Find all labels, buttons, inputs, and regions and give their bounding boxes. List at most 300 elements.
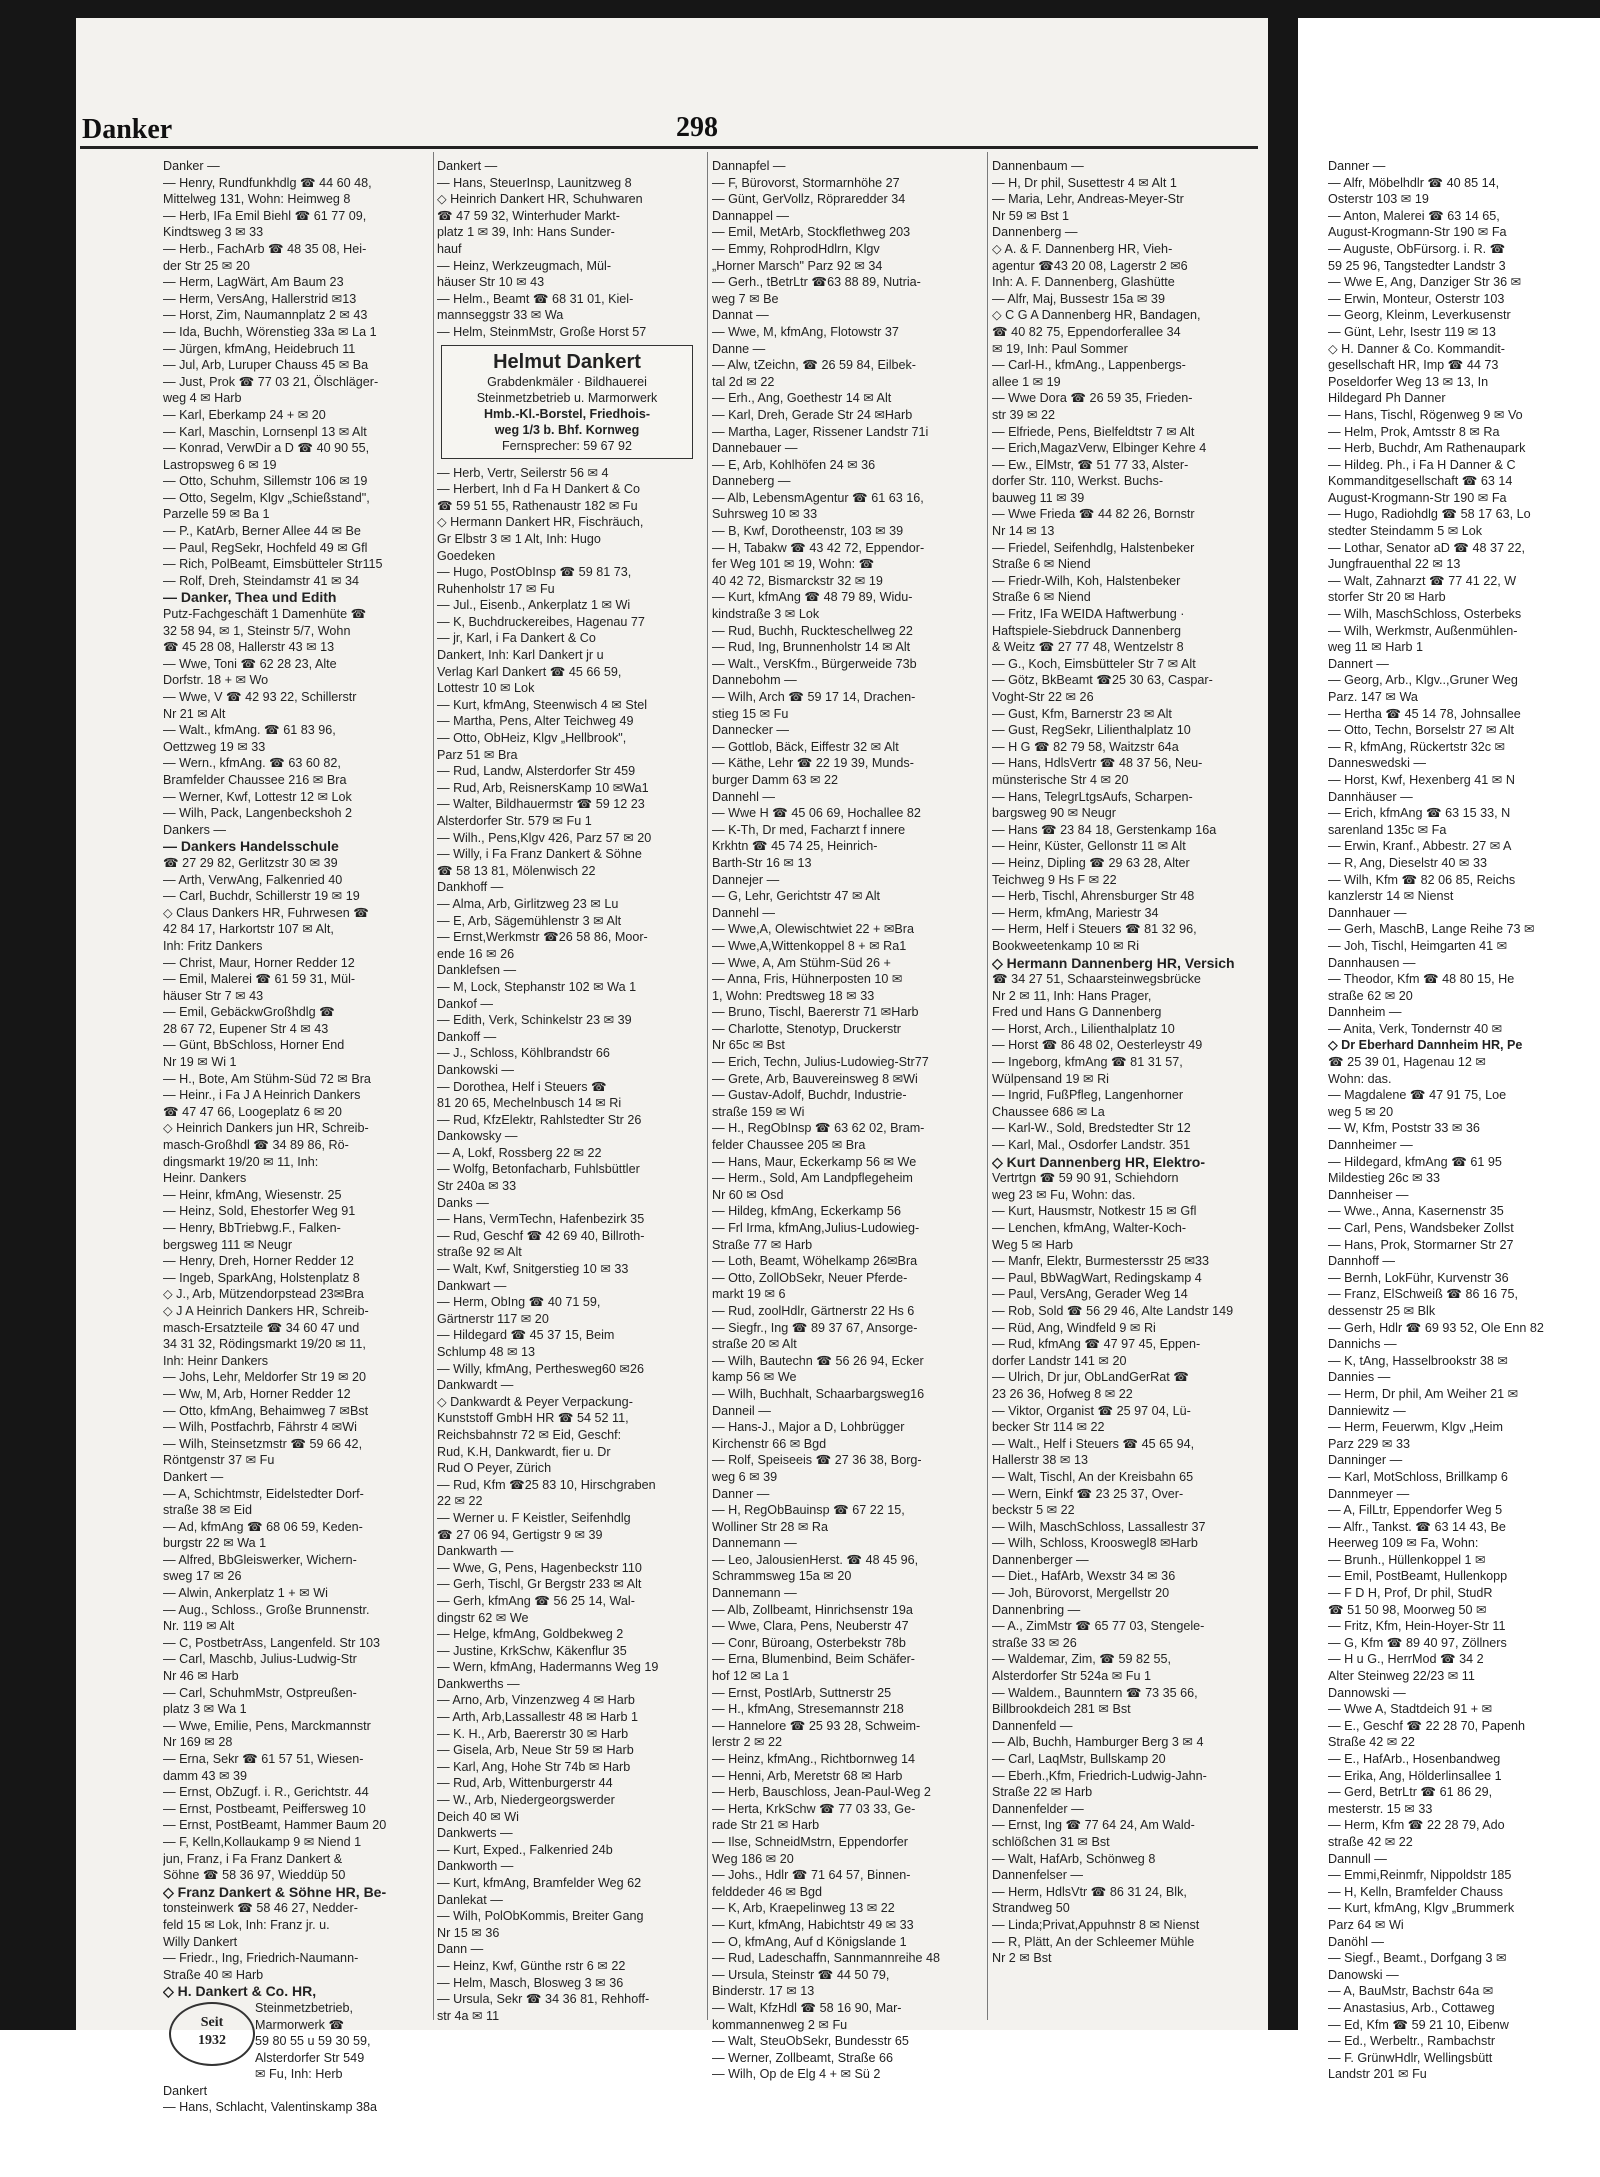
directory-column-2 [437,158,697,2024]
directory-entry: — H G ☎ 82 79 58, Waitzstr 64a [992,739,1179,754]
directory-entry: — Henry, Rundfunkhdlg ☎ 44 60 48, [163,175,372,190]
directory-entry: Danne — [712,341,766,356]
directory-entry: Hildegard Ph Danner [1328,391,1446,406]
directory-entry: — Carl, LaqMstr, Bullskamp 20 [992,1752,1166,1766]
advertisement-line: weg 1/3 b. Bhf. Kornweg [494,422,640,437]
directory-entry: Nr 19 ✉ Wi 1 [163,1055,237,1070]
page-surname-header: Danker [82,114,173,145]
directory-entry: ende 16 ✉ 26 [437,946,515,961]
directory-entry: — Dankers Handelsschule [163,838,339,855]
directory-entry: Dannhäuser — [1328,789,1413,804]
directory-entry: Straße 77 ✉ Harb [712,1237,813,1252]
directory-entry: — Wilh, Werkmstr, Außenmühlen- [1328,623,1518,638]
directory-entry: Danner — [712,1486,770,1501]
directory-entry: Dankers — [163,822,226,837]
directory-entry: Inh: Heinr Dankers [163,1353,268,1368]
directory-entry: Str 240a ✉ 33 [437,1179,517,1194]
directory-entry: — Hildegard ☎ 45 37 15, Beim [437,1328,615,1343]
directory-entry: Danneswedski — [1328,756,1426,771]
directory-entry: Dannenberg — [992,225,1078,240]
directory-entry: Dankert [163,2083,208,2098]
directory-entry: — Anton, Malerei ☎ 63 14 65, [1328,208,1500,223]
directory-entry: — Elfriede, Pens, Bielfeldtstr 7 ✉ Alt [992,424,1195,439]
directory-entry: 1, Wohn: Predtsweg 18 ✉ 33 [712,988,875,1003]
directory-entry: Dankworth — [437,1859,514,1874]
directory-entry: Rud O Peyer, Zürich [437,1461,552,1476]
directory-entry: der Str 25 ✉ 20 [163,258,250,273]
directory-entry: — Horst, Arch., Lilienthalplatz 10 [992,1021,1175,1036]
directory-entry: — Alb, Buchh, Hamburger Berg 3 ✉ 4 [992,1735,1204,1750]
directory-entry: ☎ 25 39 01, Hagenau 12 ✉ [1328,1055,1486,1070]
directory-entry: — Hans, Tischl, Rögenweg 9 ✉ Vo [1328,407,1523,422]
directory-entry: Dannemann — [712,1586,797,1601]
directory-entry: Gärtnerstr 117 ✉ 20 [437,1311,549,1326]
directory-entry: — Erna, Blumenbind, Beim Schäfer- [712,1652,915,1667]
directory-entry: — Alma, Arb, Girlitzweg 23 ✉ Lu [437,896,619,911]
directory-entry: Nr 2 ✉ 11, Inh: Hans Prager, [992,988,1152,1003]
directory-entry: — Wwe, V ☎ 42 93 22, Schillerstr [163,690,357,704]
directory-entry: Danker — [163,159,220,173]
directory-entry: allee 1 ✉ 19 [992,374,1061,389]
directory-entry: Hallerstr 38 ✉ 13 [992,1453,1088,1468]
directory-entry: — Bernh, LokFühr, Kurvenstr 36 [1328,1270,1509,1285]
directory-entry: — Dorothea, Helf i Steuers ☎ [437,1079,607,1094]
directory-entry: Wohn: das. [1328,1071,1392,1086]
directory-entry: Danöhl — [1328,1934,1385,1949]
directory-entry: — Alwin, Ankerplatz 1 + ✉ Wi [163,1586,328,1601]
directory-entry: — Heinr, Küster, Gellonstr 11 ✉ Alt [992,839,1186,854]
directory-entry: feld 15 ✉ Lok, Inh: Franz jr. u. [163,1917,330,1932]
directory-entry: — Wwe, Emilie, Pens, Marckmannstr [163,1718,371,1733]
directory-entry: — E, Arb, Kohlhöfen 24 ✉ 36 [712,457,876,472]
directory-entry: — Arth, VerwAng, Falkenried 40 [163,872,343,887]
directory-entry: kindstraße 3 ✉ Lok [712,607,820,622]
directory-entry: Dannapfel — [712,159,786,173]
directory-entry: — R, Ang, Dieselstr 40 ✉ 33 [1328,855,1487,870]
directory-entry: — Alb, Zollbeamt, Hinrichsenstr 19a [712,1602,913,1617]
directory-entry: Danneil — [712,1403,771,1418]
directory-column-1 [163,158,423,2116]
directory-entry: ☎ 51 50 98, Moorweg 50 ✉ [1328,1602,1487,1617]
directory-entry: Weg 5 ✉ Harb [992,1237,1074,1252]
directory-entry: — Wilh, Arch ☎ 59 17 14, Drachen- [712,690,916,704]
directory-entry: — Joh, Tischl, Heimgarten 41 ✉ [1328,938,1508,953]
directory-entry: Parzelle 59 ✉ Ba 1 [163,507,270,522]
directory-entry: Willy Dankert [163,1934,238,1949]
directory-entry: — Horst, Kwf, Hexenberg 41 ✉ N [1328,772,1515,787]
directory-entry: — Hans-J., Major a D, Lohbrügger [712,1420,905,1435]
directory-entry: Dankwardt — [437,1378,514,1393]
directory-entry: Osterstr 103 ✉ 19 [1328,192,1429,207]
directory-entry: — Hildeg. Ph., i Fa H Danner & C [1328,457,1516,472]
directory-entry: — H., kfmAng, Stresemannstr 218 [712,1702,904,1717]
directory-entry: — Karl, Maschin, Lornsenpl 13 ✉ Alt [163,424,367,439]
directory-entry: Poseldorfer Weg 13 ✉ 13, In [1328,374,1489,389]
directory-entry: — Martha, Lager, Rissener Landstr 71i [712,424,929,439]
directory-entry: Parz 64 ✉ Wi [1328,1917,1404,1932]
directory-entry: — Ingeborg, kfmAng ☎ 81 31 57, [992,1055,1183,1070]
directory-entry: — Aug., Schloss., Große Brunnenstr. [163,1602,370,1617]
directory-entry: — Fritz, IFa WEIDA Haftwerbung · [992,607,1185,622]
directory-entry: — Wwe, Clara, Pens, Neuberstr 47 [712,1619,909,1634]
directory-entry: — Wwe, M, kfmAng, Flotowstr 37 [712,324,899,339]
directory-entry: Straße 6 ✉ Niend [992,590,1091,605]
directory-entry: — Wilh, PolObKommis, Breiter Gang [437,1909,644,1924]
directory-entry: jun, Franz, i Fa Franz Dankert & [163,1851,343,1866]
directory-entry: — Paul, BbWagWart, Redingskamp 4 [992,1270,1202,1285]
directory-entry: — K, Arb, Kraepelinweg 13 ✉ 22 [712,1901,895,1916]
directory-entry: — Rud, Landw, Alsterdorfer Str 459 [437,764,636,779]
directory-entry: — Ernst, PostlArb, Suttnerstr 25 [712,1685,892,1700]
directory-entry: — W., Arb, Niedergeorgswerder [437,1793,615,1808]
directory-entry: — Jul, Arb, Luruper Chauss 45 ✉ Ba [163,358,369,373]
directory-entry: — Hans, Maur, Eckerkamp 56 ✉ We [712,1154,917,1169]
directory-entry: stieg 15 ✉ Fu [712,706,789,721]
directory-entry: — Herm, Feuerwm, Klgv „Heim [1328,1420,1503,1435]
directory-entry: — A, Lokf, Rossberg 22 ✉ 22 [437,1145,602,1160]
directory-entry: — Werner, Zollbeamt, Straße 66 [712,2050,894,2065]
directory-entry: — Ernst, PostBeamt, Hammer Baum 20 [163,1818,387,1833]
directory-entry: ✉ Fu, Inh: Herb [255,2067,343,2082]
directory-entry: 23 26 36, Hofweg 8 ✉ 22 [992,1386,1133,1401]
directory-entry: — Herb, Bauschloss, Jean-Paul-Weg 2 [712,1785,931,1800]
directory-entry: — Hildeg, kfmAng, Eckerkamp 56 [712,1204,901,1219]
directory-entry: burgstr 22 ✉ Wa 1 [163,1536,267,1551]
directory-entry: — Herb, Buchdr, Am Rathenaupark [1328,441,1526,456]
directory-entry: Söhne ☎ 58 36 97, Wieddüp 50 [163,1868,346,1883]
directory-entry: — Hans ☎ 23 84 18, Gerstenkamp 16a [992,822,1217,837]
directory-entry: — Herm, ObIng ☎ 40 71 59, [437,1295,601,1310]
directory-entry: sweg 17 ✉ 26 [163,1569,242,1584]
directory-entry: hauf [437,241,462,256]
directory-entry: schlößchen 31 ✉ Bst [992,1834,1110,1849]
directory-entry: — K-Th, Dr med, Facharzt f innere [712,822,906,837]
directory-entry: — Rud, zoolHdlr, Gärtnerstr 22 Hs 6 [712,1303,915,1318]
directory-entry: — Hildegard, kfmAng ☎ 61 95 [1328,1154,1502,1169]
directory-entry: Dann — [437,1942,484,1957]
directory-entry: kamp 56 ✉ We [712,1370,797,1385]
directory-entry: — Henry, Dreh, Horner Redder 12 [163,1254,354,1269]
directory-entry: — Loth, Beamt, Wöhelkamp 26✉Bra [712,1254,918,1269]
directory-entry: 40 42 72, Bismarckstr 32 ✉ 19 [712,573,883,588]
directory-entry: — Wwe,A,Wittenkoppel 8 + ✉ Ra1 [712,938,907,953]
directory-entry: Dannenberger — [992,1552,1089,1567]
directory-entry: — Emmi,Reinmfr, Nippoldstr 185 [1328,1868,1512,1883]
scan-gutter [1268,0,1298,2177]
directory-entry: — Werner u. F Keistler, Seifenhdlg [437,1510,631,1525]
directory-entry: tal 2d ✉ 22 [712,374,775,389]
directory-entry: — Hans, TelegrLtgsAufs, Scharpen- [992,789,1193,804]
directory-entry: — Frl Irma, kfmAng,Julius-Ludowieg- [712,1221,920,1235]
directory-entry: — Brunh., Hüllenkoppel 1 ✉ [1328,1552,1486,1567]
directory-entry: Danklefsen — [437,963,517,978]
directory-entry: Dannhausen — [1328,955,1416,970]
directory-entry: bauweg 11 ✉ 39 [992,490,1085,505]
directory-entry: dorfer Str. 110, Werkst. Buchs- [992,474,1164,489]
directory-entry: Dannappel — [712,208,790,223]
column-divider [987,152,988,2020]
directory-entry: Dannecker — [712,723,789,738]
directory-entry: — Walt., Helf i Steuers ☎ 45 65 94, [992,1436,1195,1451]
directory-entry: — Heinz, Dipling ☎ 29 63 28, Alter [992,855,1190,870]
directory-entry: weg 6 ✉ 39 [712,1469,778,1484]
directory-entry: — Wolfg, Betonfacharb, Fuhlsbüttler [437,1162,640,1177]
directory-entry: — H, Dr phil, Susettestr 4 ✉ Alt 1 [992,175,1177,190]
directory-entry: — Alfred, BbGleiswerker, Wichern- [163,1552,357,1567]
company-seal-emblem [169,2002,255,2066]
directory-entry: ☎ 47 47 66, Loogeplatz 6 ✉ 20 [163,1104,342,1119]
directory-entry: weg 11 ✉ Harb 1 [1328,640,1424,655]
directory-entry: — Kurt, Hausmstr, Notkestr 15 ✉ Gfl [992,1204,1197,1219]
advertisement-line: Steinmetzbetrieb u. Marmorwerk [476,390,658,405]
directory-entry: — Walt, HafArb, Schönweg 8 [992,1851,1156,1866]
directory-entry: — Johs, Lehr, Meldorfer Str 19 ✉ 20 [163,1370,367,1385]
directory-entry: — Franz, ElSchweiß ☎ 86 16 75, [1328,1287,1518,1302]
directory-entry: Nr 46 ✉ Harb [163,1669,239,1684]
directory-entry: Röntgenstr 37 ✉ Fu [163,1453,275,1468]
directory-entry: — Gustav-Adolf, Buchdr, Industrie- [712,1088,907,1103]
directory-entry: Dankwarth — [437,1544,514,1559]
directory-entry: Nr 59 ✉ Bst 1 [992,208,1070,223]
directory-entry: — Gerh, Tischl, Gr Bergstr 233 ✉ Alt [437,1577,642,1592]
directory-entry: — Wilh, Buchhalt, Schaarbargsweg16 [712,1386,925,1401]
directory-entry: — Gottlob, Bäck, Eiffestr 32 ✉ Alt [712,739,899,754]
directory-entry: Dannull — [1328,1851,1387,1866]
directory-entry: ◇ H. Danner & Co. Kommandit- [1328,341,1505,356]
directory-entry: Landstr 201 ✉ Fu [1328,2067,1427,2082]
directory-entry: — Erich, kfmAng ☎ 63 15 33, N [1328,806,1511,821]
directory-entry: Kommanditgesellschaft ☎ 63 14 [1328,474,1513,489]
directory-entry: — F, Bürovorst, Stormarnhöhe 27 [712,175,900,190]
directory-entry: 34 31 32, Rödingsmarkt 19/20 ✉ 11, [163,1337,366,1352]
directory-entry: — Hans, HdlsVertr ☎ 48 37 56, Neu- [992,756,1203,771]
directory-entry: straße 33 ✉ 26 [992,1635,1077,1650]
directory-entry: 28 67 72, Eupener Str 4 ✉ 43 [163,1021,329,1036]
directory-entry: Dannenfelder — [992,1801,1084,1816]
directory-entry: ☎ 27 29 82, Gerlitzstr 30 ✉ 39 [163,855,338,870]
directory-entry: ◇ C G A Dannenberg HR, Bandagen, [992,308,1201,323]
directory-entry: — Karl-W., Sold, Bredstedter Str 12 [992,1121,1191,1136]
directory-entry: — Carl, Pens, Wandsbeker Zollst [1328,1221,1514,1235]
directory-entry: — Johs., Hdlr ☎ 71 64 57, Binnen- [712,1868,911,1883]
directory-entry: — Gisela, Arb, Neue Str 59 ✉ Harb [437,1743,634,1758]
directory-entry: — Alfr, Möbelhdlr ☎ 40 85 14, [1328,175,1500,190]
directory-entry: — Ernst,Werkmstr ☎26 58 86, Moor- [437,930,648,945]
directory-entry: Voght-Str 22 ✉ 26 [992,690,1094,704]
directory-entry: Straße 42 ✉ 22 [1328,1735,1415,1750]
directory-entry: — Karl, Mal., Osdorfer Landstr. 351 [992,1138,1191,1153]
directory-entry: — Ew., ElMstr, ☎ 51 77 33, Alster- [992,457,1189,472]
column-divider [433,152,434,2020]
directory-entry: — Anna, Fris, Hühnerposten 10 ✉ [712,972,903,987]
directory-entry: — Bruno, Tischl, Baererstr 71 ✉Harb [712,1005,919,1020]
directory-entry: — Henni, Arb, Meretstr 68 ✉ Harb [712,1768,903,1783]
directory-entry: dingstr 62 ✉ We [437,1610,529,1625]
directory-entry: — R, kfmAng, Rückertstr 32c ✉ [1328,739,1506,754]
directory-entry: — Conr, Büroang, Osterbekstr 78b [712,1635,906,1650]
directory-entry: — P., KatArb, Berner Allee 44 ✉ Be [163,524,361,539]
header-rule [80,146,1258,149]
directory-entry: — B, Kwf, Dorotheenstr, 103 ✉ 39 [712,524,904,539]
directory-entry: 59 25 96, Tangstedter Landstr 3 [1328,258,1506,273]
directory-entry: — Ursula, Sekr ☎ 34 36 81, Rehhoff- [437,1992,650,2007]
scan-border-top [0,0,1600,18]
directory-entry: — Hans, Prok, Stormarner Str 27 [1328,1237,1514,1252]
directory-entry: — G, Lehr, Gerichtstr 47 ✉ Alt [712,889,881,904]
directory-entry: — Arth, Arb,Lassallestr 48 ✉ Harb 1 [437,1710,638,1725]
directory-entry: ◇ Heinrich Dankers jun HR, Schreib- [163,1121,369,1136]
seal-line: Seit [200,2014,224,2030]
directory-entry: Putz-Fachgeschäft 1 Damenhüte ☎ [163,607,367,622]
directory-entry: — Paul, VersAng, Gerader Weg 14 [992,1287,1188,1302]
directory-entry: — Alfr., Tankst. ☎ 63 14 43, Be [1328,1519,1506,1534]
directory-entry: weg 7 ✉ Be [712,291,779,306]
directory-entry: — Rolf, Dreh, Steindamstr 41 ✉ 34 [163,573,360,588]
directory-entry: — Otto, kfmAng, Behaimweg 7 ✉Bst [163,1403,369,1418]
directory-entry: — Wilh, Pack, Langenbeckshoh 2 [163,806,353,821]
directory-entry: — Ernst, Postbeamt, Peiffersweg 10 [163,1801,366,1816]
directory-entry: — Rüd, Ang, Windfeld 9 ✉ Ri [992,1320,1156,1335]
directory-entry: — Günt, Lehr, Isestr 119 ✉ 13 [1328,324,1496,339]
directory-entry: straße 38 ✉ Eid [163,1503,252,1518]
directory-entry: ◇ J., Arb, Mützendorpstead 23✉Bra [163,1287,364,1302]
directory-entry: — Carl, SchuhmMstr, Ostpreußen- [163,1685,357,1700]
directory-entry: Dannenfeld — [992,1718,1073,1733]
directory-entry: — Herb, Tischl, Ahrensburger Str 48 [992,889,1195,904]
directory-entry: — Walt, SteuObSekr, Bundesstr 65 [712,2034,909,2049]
directory-entry: — Karl, MotSchloss, Brillkamp 6 [1328,1469,1508,1484]
directory-entry: becker Str 114 ✉ 22 [992,1420,1105,1435]
directory-entry: — Wilh, Steinsetzmstr ☎ 59 66 42, [163,1436,363,1451]
directory-entry: — Wilh, Kfm ☎ 82 06 85, Reichs [1328,872,1516,887]
directory-entry: — Grete, Arb, Bauvereinsweg 8 ✉Wi [712,1071,918,1086]
directory-entry: — Just, Prok ☎ 77 03 21, Ölschläger- [163,374,379,389]
directory-entry: — Wwe, A, Am Stühm-Süd 26 + [712,955,891,970]
directory-entry: — Walt., kfmAng. ☎ 61 83 96, [163,723,336,738]
column-divider [707,152,708,2020]
directory-entry: — Leo, JalousienHerst. ☎ 48 45 96, [712,1552,919,1567]
directory-entry: — Wilh, Postfachrb, Fährstr 4 ✉Wi [163,1420,357,1435]
directory-entry: — Magdalene ☎ 47 91 75, Loe [1328,1088,1507,1103]
directory-entry: — Wwe,A, Olewischtwiet 22 + ✉Bra [712,922,914,937]
directory-entry: — Waldemar, Zim, ☎ 59 82 55, [992,1652,1171,1667]
directory-entry: — Rolf, Speiseeis ☎ 27 36 38, Borg- [712,1453,922,1468]
directory-entry: felder Chaussee 205 ✉ Bra [712,1138,866,1153]
directory-entry: — Otto, Schuhm, Sillemstr 106 ✉ 19 [163,474,368,489]
directory-entry: Straße 6 ✉ Niend [992,557,1091,572]
directory-entry: — Viktor, Organist ☎ 25 97 04, Lü- [992,1403,1191,1418]
directory-entry: — Helm, SteinmMstr, Große Horst 57 [437,324,647,339]
directory-entry: — H., Bote, Am Stühm-Süd 72 ✉ Bra [163,1071,371,1086]
advertisement-box [441,345,693,459]
page-number: 298 [676,112,718,143]
directory-entry: & Weitz ☎ 27 77 48, Wentzelstr 8 [992,640,1184,655]
directory-entry: — Horst, Zim, Naumannplatz 2 ✉ 43 [163,308,368,323]
directory-entry: Danks — [437,1195,489,1210]
advertisement-line: Grabdenkmäler · Bildhauerei [487,374,647,389]
directory-entry: — Hans, VermTechn, Hafenbezirk 35 [437,1212,645,1227]
directory-entry: — Friedr-Wilh, Koh, Halstenbeker [992,573,1181,588]
directory-entry: Weg 186 ✉ 20 [712,1851,794,1866]
directory-entry: — Friedr., Ing, Friedrich-Naumann- [163,1951,359,1966]
directory-entry: Danneberg — [712,474,791,489]
directory-entry: — Walt, Tischl, An der Kreisbahn 65 [992,1469,1194,1484]
directory-entry: Alsterdorfer Str 549 [255,2050,365,2065]
directory-entry: häuser Str 10 ✉ 43 [437,275,545,290]
directory-entry: Dannowski — [1328,1685,1406,1700]
directory-entry: dingsmarkt 19/20 ✉ 11, Inh: [163,1154,319,1169]
directory-entry: — Wwe H ☎ 45 06 69, Hochallee 82 [712,806,921,821]
directory-entry: Kindtsweg 3 ✉ 33 [163,225,264,240]
directory-entry: — Kurt, kfmAng, Steenwisch 4 ✉ Stel [437,697,648,712]
directory-entry: — Kurt, Exped., Falkenried 24b [437,1842,613,1857]
directory-entry: Dannmeyer — [1328,1486,1410,1501]
directory-entry: — Henry, BbTriebwg.F., Falken- [163,1221,341,1235]
directory-entry: — G, Kfm ☎ 89 40 97, Zöllners [1328,1635,1507,1650]
directory-entry: — A, BauMstr, Bachstr 64a ✉ [1328,1984,1494,1999]
directory-entry: — Wern, kfmAng, Hadermanns Weg 19 [437,1660,659,1675]
directory-entry: — Hans, Schlacht, Valentinskamp 38a [163,2100,377,2115]
directory-entry: ◇ Hermann Dankert HR, Fischräuch, [437,515,644,530]
directory-entry: Heerweg 109 ✉ Fa, Wohn: [1328,1536,1479,1551]
directory-entry: Dankert — [163,1469,224,1484]
directory-entry: stedter Steindamm 5 ✉ Lok [1328,524,1483,539]
directory-entry: — Wilh, Bautechn ☎ 56 26 94, Ecker [712,1353,924,1368]
directory-entry: — Eberh.,Kfm, Friedrich-Ludwig-Jahn- [992,1768,1207,1783]
directory-entry: Alsterdorfer Str. 579 ✉ Fu 1 [437,814,592,828]
directory-entry: — A, Schichtmstr, Eidelstedter Dorf- [163,1486,364,1501]
directory-entry: — E, Arb, Sägemühlenstr 3 ✉ Alt [437,913,622,928]
directory-entry: bargsweg 90 ✉ Neugr [992,806,1116,821]
directory-entry: Vertrtgn ☎ 59 90 91, Schiehdorn [992,1171,1179,1186]
directory-entry: — Walt, Kwf, Snitgerstieg 10 ✉ 33 [437,1262,629,1277]
directory-entry: — Jürgen, kfmAng, Heidebruch 11 [163,341,356,356]
directory-entry: — Otto, Techn, Borselstr 27 ✉ Alt [1328,723,1515,738]
directory-entry: Danniewitz — [1328,1403,1406,1418]
directory-entry: sarenland 135c ✉ Fa [1328,822,1447,837]
directory-entry: — Hannelore ☎ 25 93 28, Schweim- [712,1718,921,1733]
directory-entry: — Karl, Ang, Hohe Str 74b ✉ Harb [437,1759,631,1774]
directory-entry: — Heinz, Sold, Ehestorfer Weg 91 [163,1204,356,1219]
directory-entry: str 39 ✉ 22 [992,407,1056,422]
directory-entry: — Heinz, kfmAng., Richtbornweg 14 [712,1752,915,1766]
directory-entry: — Erwin, Kranf., Abbestr. 27 ✉ A [1328,839,1512,854]
directory-entry: mesterstr. 15 ✉ 33 [1328,1801,1433,1816]
directory-entry: Binderstr. 17 ✉ 13 [712,1984,815,1999]
directory-entry: — Martha, Pens, Alter Teichweg 49 [437,714,634,729]
directory-entry: Lastropsweg 6 ✉ 19 [163,457,277,472]
directory-entry: — Wilh, Op de Elg 4 + ✉ Sü 2 [712,2067,881,2082]
directory-entry: dorfer Landstr 141 ✉ 20 [992,1353,1127,1368]
directory-entry: — Wwe A, Stadtdeich 91 + ✉ [1328,1702,1493,1717]
directory-entry: Dannies — [1328,1370,1391,1385]
directory-entry: ◇ H. Dankert & Co. HR, [163,1983,317,2000]
directory-entry: — Hans, SteuerInsp, Launitzweg 8 [437,175,632,190]
directory-entry: Verlag Karl Dankert ☎ 45 66 59, [437,664,622,679]
directory-entry: — Erh., Ang, Goethestr 14 ✉ Alt [712,391,892,406]
directory-entry: — Otto, Segelm, Klgv „Schießstand", [163,490,370,505]
directory-entry: Rud, K.H, Dankwardt, fier u. Dr [437,1444,611,1459]
directory-entry: — Anastasius, Arb., Cottaweg [1328,2000,1495,2015]
directory-entry: Goedeken [437,548,496,563]
directory-entry: Nr 21 ✉ Alt [163,706,226,721]
directory-entry: — Heinz, Kwf, Günthe rstr 6 ✉ 22 [437,1958,626,1973]
directory-entry: — Kurt, kfmAng, Habichtstr 49 ✉ 33 [712,1917,914,1932]
directory-entry: — A., ZimMstr ☎ 65 77 03, Stengele- [992,1619,1205,1634]
directory-entry: — Wwe E, Ang, Danziger Str 36 ✉ [1328,275,1522,290]
directory-entry: Jungfrauenthal 22 ✉ 13 [1328,557,1461,572]
directory-entry: weg 4 ✉ Harb [163,391,242,406]
